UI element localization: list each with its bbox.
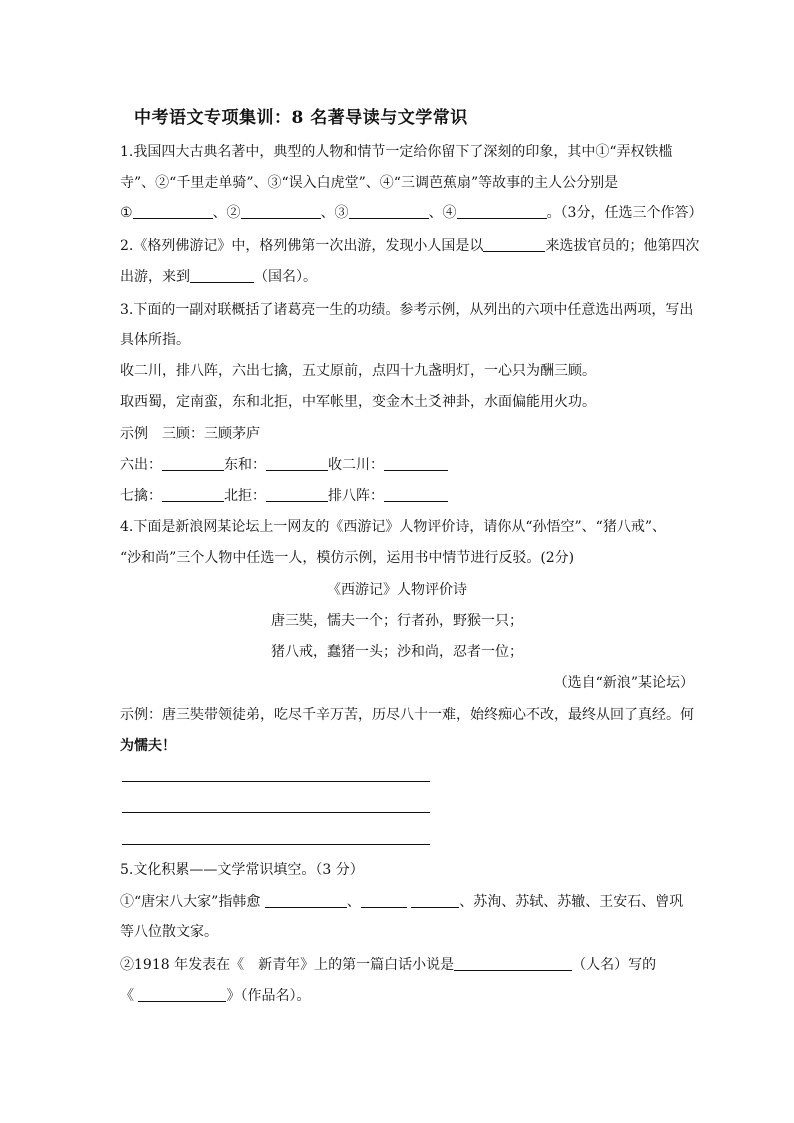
q5-item-1-line-1: [120, 892, 683, 912]
q5-item-2-line-2: [120, 986, 310, 1006]
q1-blank-4[interactable]: [457, 204, 547, 219]
q2-text-2a: 出游，来到: [120, 269, 190, 285]
q5-blank-3[interactable]: [411, 893, 459, 908]
q5-text-1a: ①“唐宋八大家”指韩愈: [120, 894, 261, 910]
q2-text-1b: 来选拔官员的；他第四次: [545, 238, 700, 254]
q5-blank-author[interactable]: [454, 956, 572, 971]
q3-couplet-2: 取西蜀，定南蛮，东和北拒，中军帐里，变金木土爻神卦，水面偏能用火功。: [120, 394, 596, 410]
q3-blank-donghe[interactable]: [266, 456, 328, 471]
q3-line-1: 3.下面的一副对联概括了诸葛亮一生的功绩。参考示例，从列出的六项中任意选出两项，写出: [120, 302, 694, 318]
q3-line-2: 具体所指。: [120, 332, 190, 348]
q3-blank-beiju[interactable]: [266, 487, 328, 502]
q3-label-beiju: 北拒：: [224, 488, 266, 504]
q2-blank-1[interactable]: [483, 237, 545, 252]
q3-blank-paibazhen[interactable]: [384, 487, 448, 502]
q5-blank-1[interactable]: [265, 893, 347, 908]
q1-blank-3[interactable]: [349, 204, 429, 219]
q4-poem-line-2: 猪八戒，蠢猪一头；沙和尚，忍者一位；: [271, 644, 523, 660]
q1-tail: 。（3分，任选三个作答）: [546, 205, 703, 221]
q5-text-1c: 、苏洵、苏轼、苏辙、王安石、曾巩: [459, 894, 684, 910]
q4-poem-title: 《西游记》人物评价诗: [327, 582, 467, 598]
q3-label-donghe: 东和：: [224, 457, 266, 473]
q1-blank-label-2: 、②: [212, 205, 241, 221]
q1-line-2: 寺”、②“千里走单骑”、③“误入白虎堂”、④“三调芭蕉扇”等故事的主人公分别是: [120, 175, 619, 191]
q3-label-liuchu: 六出：: [120, 457, 162, 473]
q2-line-1: [120, 236, 699, 256]
q5-blank-work[interactable]: [138, 987, 226, 1002]
q3-blank-shouerchuan[interactable]: [384, 456, 448, 471]
q5-line-1: 5.文化积累——文学常识填空。（3 分）: [120, 862, 364, 878]
q3-row-1: [120, 455, 448, 475]
q4-line-2: “沙和尚”三个人物中任选一人，模仿示例，运用书中情节进行反驳。(2分): [120, 550, 575, 566]
q4-example-line-2: 为懦夫！: [120, 738, 176, 754]
q4-answer-line-2[interactable]: [122, 812, 430, 813]
q3-label-qiqin: 七擒：: [120, 488, 162, 504]
q4-line-1: 4.下面是新浪网某论坛上一网友的《西游记》人物评价诗，请你从“孙悟空”、“猪八戒”、: [120, 519, 666, 535]
q3-label-paibazhen: 排八阵：: [328, 488, 384, 504]
q5-text-2a: ②1918 年发表在《 新青年》上的第一篇白话小说是: [120, 957, 455, 973]
q5-text-2d: 》（作品名）。: [226, 988, 311, 1004]
q1-blank-2[interactable]: [241, 204, 321, 219]
q2-line-2: [120, 267, 317, 287]
q1-blank-label-1: ①: [120, 205, 133, 221]
q3-blank-qiqin[interactable]: [162, 487, 224, 502]
q3-blank-liuchu[interactable]: [162, 456, 224, 471]
q4-answer-line-1[interactable]: [122, 781, 430, 782]
q5-text-2b: （人名）写的: [572, 957, 657, 973]
q1-line-3: [120, 203, 702, 223]
q5-text-2c: 《: [120, 988, 134, 1004]
q4-poem-line-1: 唐三奘，懦夫一个；行者孙，野猴一只；: [271, 613, 523, 629]
q2-blank-2[interactable]: [190, 268, 254, 283]
q3-example: 示例 三顾：三顾茅庐: [120, 426, 260, 442]
q1-blank-label-4: 、④: [428, 205, 457, 221]
page-title: 中考语文专项集训：8 名著导读与文学常识: [134, 108, 468, 128]
q4-example-line-1: 示例：唐三奘带领徒弟，吃尽千辛万苦，历尽八十一难，始终痴心不改，最终从回了真经。何: [120, 707, 694, 723]
q2-text-1a: 2.《格列佛游记》中，格列佛第一次出游，发现小人国是以: [120, 238, 484, 254]
q5-blank-2[interactable]: [361, 893, 407, 908]
q4-source: （选自“新浪”某论坛）: [553, 675, 694, 691]
q1-blank-1[interactable]: [133, 204, 213, 219]
q5-text-1b: 、: [346, 894, 361, 910]
q2-text-2b: （国名）。: [254, 269, 317, 285]
q1-blank-label-3: 、③: [320, 205, 349, 221]
q4-answer-line-3[interactable]: [122, 844, 430, 845]
q1-line-1: 1.我国四大古典名著中，典型的人物和情节一定给你留下了深刻的印象，其中①“弄权铁槛: [120, 144, 673, 160]
q5-item-2-line-1: [120, 955, 656, 975]
q3-row-2: [120, 486, 448, 506]
q3-label-shouerchuan: 收二川：: [328, 457, 384, 473]
q5-item-1-line-2: 等八位散文家。: [120, 924, 218, 940]
q3-couplet-1: 收二川，排八阵，六出七擒，五丈原前，点四十九盏明灯，一心只为酬三顾。: [120, 363, 596, 379]
